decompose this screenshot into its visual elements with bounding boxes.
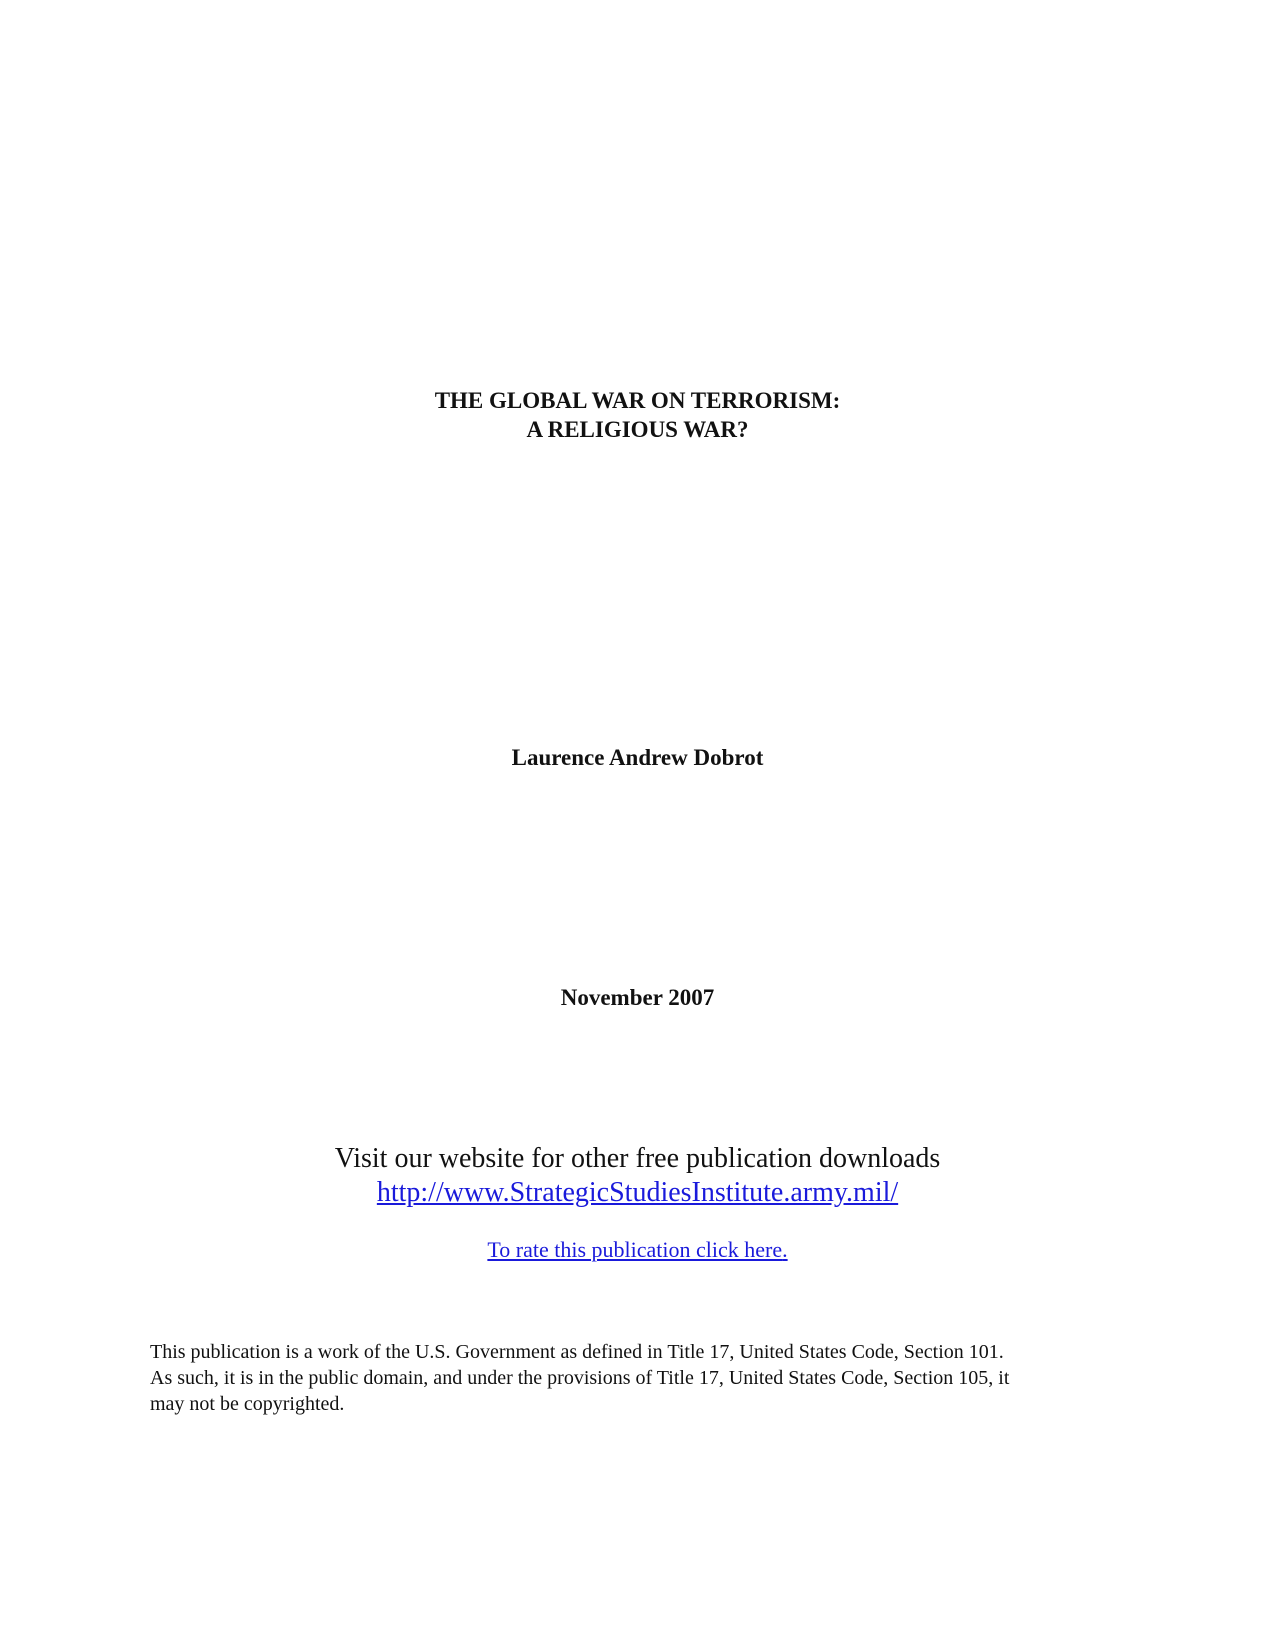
website-link[interactable]: http://www.StrategicStudiesInstitute.army.mil/ <box>376 1177 899 1208</box>
notice-line-3: may not be copyrighted. <box>150 1393 345 1415</box>
title-line-2: A RELIGIOUS WAR? <box>526 417 749 442</box>
rate-publication-link[interactable]: To rate this publication click here <box>487 1237 783 1262</box>
rate-link-row <box>0 1236 1275 1264</box>
title-line-1: THE GLOBAL WAR ON TERRORISM: <box>434 388 841 413</box>
visit-website-text: Visit our website for other free publication downloads <box>334 1143 941 1174</box>
copyright-notice <box>150 1339 1130 1417</box>
rate-link-period[interactable]: . <box>782 1237 788 1262</box>
document-title <box>0 386 1275 444</box>
publication-date: November 2007 <box>560 985 715 1010</box>
author-name: Laurence Andrew Dobrot <box>511 745 764 770</box>
notice-line-2: As such, it is in the public domain, and under the provisions of Title 17, United States Code, Section 105, it <box>150 1367 1010 1389</box>
notice-line-1: This publication is a work of the U.S. Government as defined in Title 17, United States Code, Section 101. <box>150 1341 1004 1363</box>
website-link-row <box>0 1176 1275 1210</box>
